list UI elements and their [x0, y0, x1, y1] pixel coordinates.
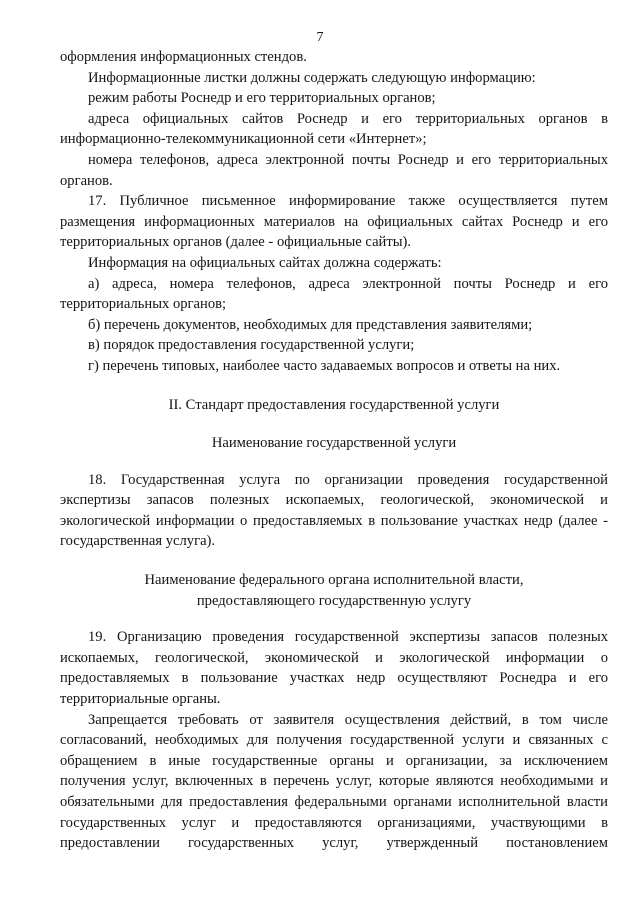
subsection-heading-agency-line2: предоставляющего государственную услугу	[196, 592, 472, 609]
paragraph: а) адреса, номера телефонов, адреса электронной почты Роснедр и его территориальных органов;	[60, 275, 608, 313]
paragraph: Информационные листки должны содержать следующую информацию:	[88, 69, 536, 86]
paragraph: режим работы Роснедр и его территориальных органов;	[88, 90, 436, 107]
paragraph: 18. Государственная услуга по организации проведения государственной экспертизы запасов полезных ископаемых, геологической, экономической и экологической информации о предоставляемых в пользование участках недр (далее - государственная услуга).	[60, 471, 608, 550]
paragraph: Запрещается требовать от заявителя осуществления действий, в том числе согласований, необходимых для получения государственной услуги и связанных с обращением в иные государственные органы и организации, за исключением получения услуг, включенных в перечень услуг, которые являются необходимыми и обязательными для предоставления федеральными органами исполнительной власти государственных услуг и предоставляются организациями, участвующими в предоставлении государственных услуг, утвержденный постановлением	[60, 711, 608, 852]
paragraph: б) перечень документов, необходимых для представления заявителями;	[88, 316, 533, 333]
paragraph: адреса официальных сайтов Роснедр и его территориальных органов в информационно-телекоммуникационной сети «Интернет»;	[60, 110, 608, 148]
paragraph: Информация на официальных сайтах должна содержать:	[88, 254, 442, 271]
subsection-heading-agency: Наименование федерального органа исполнительной власти,	[144, 572, 524, 589]
paragraph: г) перечень типовых, наиболее часто задаваемых вопросов и ответы на них.	[88, 357, 561, 374]
paragraph: 17. Публичное письменное информирование также осуществляется путем размещения информационных материалов на официальных сайтах Роснедр и его территориальных органов (далее - официальные сайты).	[60, 193, 608, 251]
subsection-heading-service-name: Наименование государственной услуги	[211, 435, 457, 452]
page-number: 7	[316, 30, 324, 45]
section-heading: II. Стандарт предоставления государственной услуги	[168, 396, 500, 413]
paragraph: в) порядок предоставления государственной услуги;	[88, 337, 415, 354]
paragraph: оформления информационных стендов.	[60, 49, 307, 65]
document-body	[60, 47, 608, 854]
paragraph: 19. Организацию проведения государственной экспертизы запасов полезных ископаемых, геологической, экономической и экологической информации о предоставляемых в пользование участках недр осуществляют Роснедра и его территориальные органы.	[60, 629, 608, 708]
paragraph: номера телефонов, адреса электронной почты Роснедр и его территориальных органов.	[60, 151, 608, 189]
